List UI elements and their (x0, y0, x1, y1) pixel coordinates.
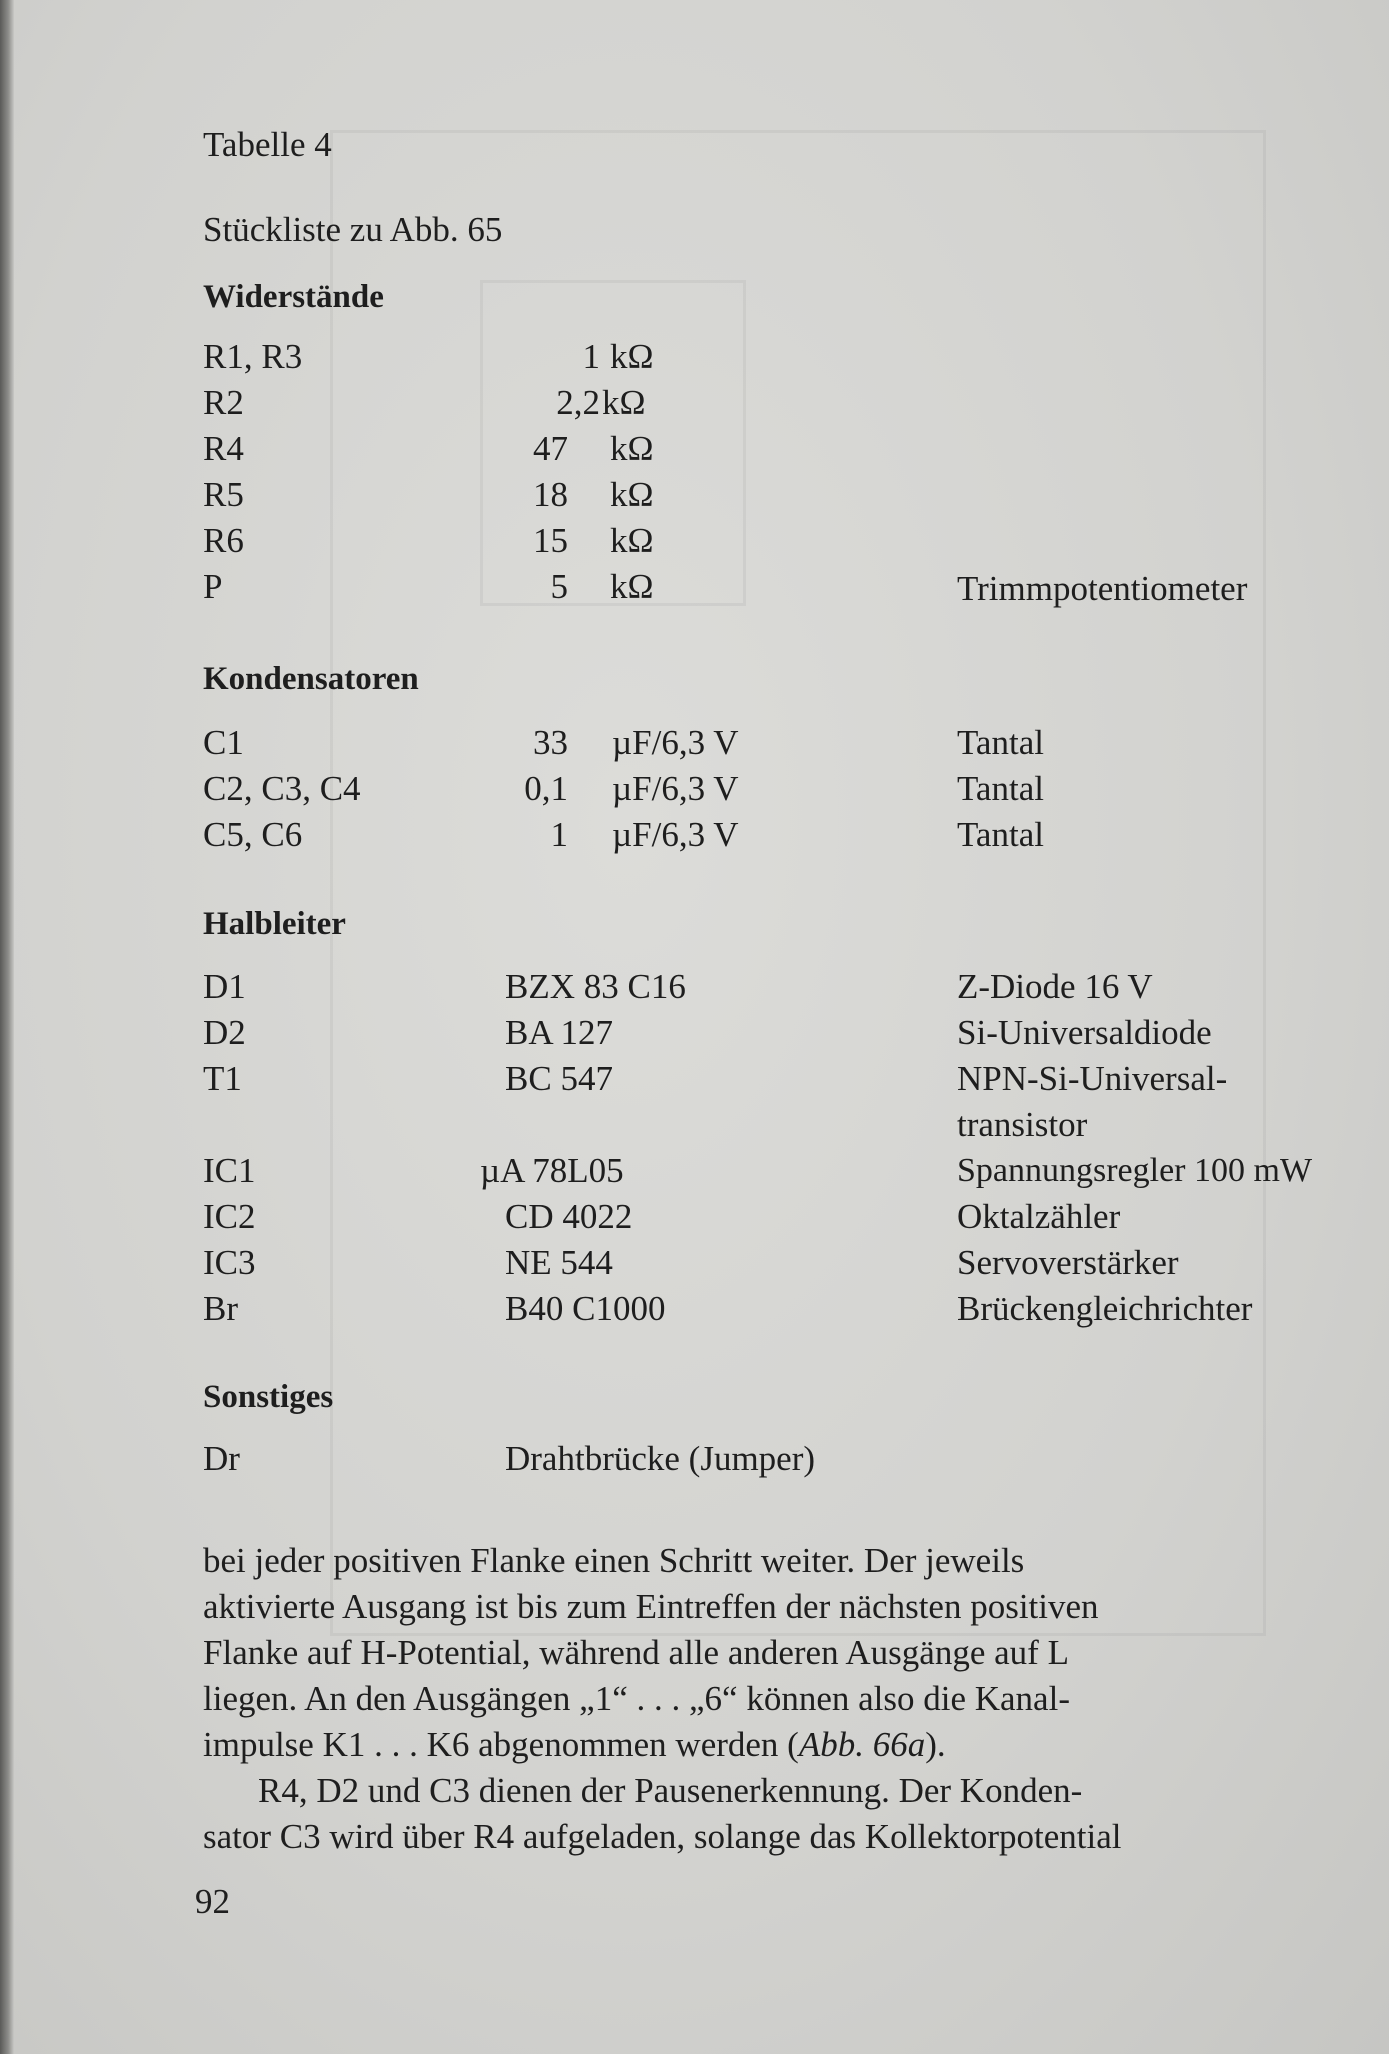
part-ref: R2 (203, 383, 244, 422)
figure-reference: Abb. 66a (798, 1725, 926, 1764)
part-type: BC 547 (505, 1059, 613, 1098)
part-value: 47 (533, 429, 568, 468)
part-note: Tantal (957, 769, 1044, 808)
part-note: Tantal (957, 815, 1044, 854)
part-ref: IC1 (203, 1151, 256, 1190)
part-unit: kΩ (610, 337, 654, 376)
part-note: Brückengleichrichter (957, 1289, 1253, 1328)
part-type: CD 4022 (505, 1197, 633, 1236)
body-line: R4, D2 und C3 dienen der Pausenerkennung. Der Konden- (258, 1771, 1083, 1810)
table-caption: Tabelle 4 (203, 125, 332, 164)
part-note: Tantal (957, 723, 1044, 762)
part-ref: R1, R3 (203, 337, 303, 376)
body-line: sator C3 wird über R4 aufgeladen, solange das Kollektorpotential (203, 1817, 1122, 1856)
part-note-continued: transistor (957, 1105, 1088, 1144)
part-type: BZX 83 C16 (505, 967, 686, 1006)
part-value: 1 (550, 815, 568, 854)
part-note: Spannungsregler 100 mW (957, 1152, 1313, 1189)
part-type: BA 127 (505, 1013, 613, 1052)
part-ref: C1 (203, 723, 244, 762)
part-type: B40 C1000 (505, 1289, 666, 1328)
table-subtitle: Stückliste zu Abb. 65 (203, 210, 503, 249)
book-spine-shadow (0, 0, 14, 2054)
section-heading-capacitors: Kondensatoren (203, 661, 419, 697)
part-unit: kΩ (610, 567, 654, 606)
body-line: bei jeder positiven Flanke einen Schritt weiter. Der jeweils (203, 1541, 1025, 1580)
part-note: NPN-Si-Universal- (957, 1059, 1228, 1098)
part-ref: P (203, 567, 223, 606)
part-ref: R4 (203, 429, 244, 468)
part-note: Z-Diode 16 V (957, 967, 1153, 1006)
part-value: 0,1 (524, 769, 568, 808)
part-ref: Br (203, 1289, 238, 1328)
part-value: 2,2 (556, 383, 600, 422)
body-line: liegen. An den Ausgängen „1“ . . . „6“ können also die Kanal- (203, 1679, 1070, 1718)
part-unit: µF/6,3 V (612, 815, 739, 854)
part-unit: µF/6,3 V (612, 723, 739, 762)
part-ref: C5, C6 (203, 815, 303, 854)
part-value: 5 (550, 567, 568, 606)
figure-reference-close: ). (925, 1725, 946, 1764)
part-ref: IC3 (203, 1243, 256, 1282)
part-unit: kΩ (610, 475, 654, 514)
section-heading-resistors: Widerstände (203, 279, 384, 315)
part-ref: D1 (203, 967, 246, 1006)
part-ref: T1 (203, 1059, 242, 1098)
part-unit: µF/6,3 V (612, 769, 739, 808)
part-unit: kΩ (602, 383, 646, 422)
part-ref: IC2 (203, 1197, 256, 1236)
body-line-text: impulse K1 . . . K6 abgenommen werden ( (203, 1725, 799, 1764)
part-note: Si-Universaldiode (957, 1013, 1212, 1052)
part-type: NE 544 (505, 1243, 613, 1282)
part-ref: R6 (203, 521, 244, 560)
part-type: Drahtbrücke (Jumper) (505, 1439, 816, 1478)
part-value: 18 (533, 475, 568, 514)
body-text (203, 1538, 1303, 1860)
part-value: 1 (582, 337, 600, 376)
part-ref: C2, C3, C4 (203, 769, 361, 808)
part-unit: kΩ (610, 521, 654, 560)
part-value: 15 (533, 521, 568, 560)
part-ref: D2 (203, 1013, 246, 1052)
page-number: 92 (195, 1882, 230, 1921)
part-ref: R5 (203, 475, 244, 514)
section-heading-semiconductors: Halbleiter (203, 906, 346, 942)
part-note: Trimmpotentiometer (957, 569, 1248, 608)
part-type: µA 78L05 (480, 1151, 624, 1190)
part-value: 33 (533, 723, 568, 762)
part-note: Oktalzähler (957, 1197, 1121, 1236)
show-through-block (330, 130, 1266, 1636)
body-line-with-figure-ref (203, 1722, 1303, 1768)
body-line: Flanke auf H-Potential, während alle anderen Ausgänge auf L (203, 1633, 1069, 1672)
part-unit: kΩ (610, 429, 654, 468)
part-ref: Dr (203, 1439, 240, 1478)
section-heading-misc: Sonstiges (203, 1379, 334, 1415)
body-line: aktivierte Ausgang ist bis zum Eintreffen der nächsten positiven (203, 1587, 1099, 1626)
part-note: Servoverstärker (957, 1243, 1179, 1282)
